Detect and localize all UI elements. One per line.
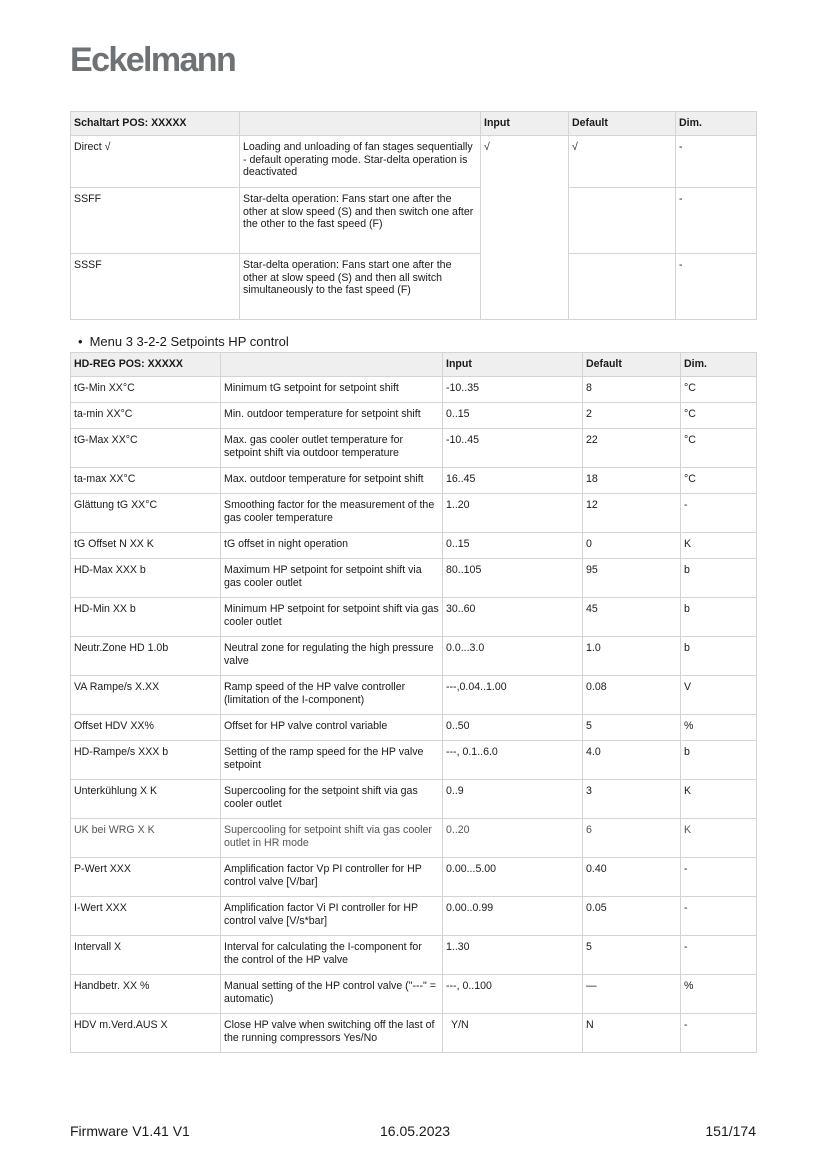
parameter-description: Smoothing factor for the measurement of the gas cooler temperature <box>221 494 443 533</box>
parameter-name: Unterkühlung X K <box>71 780 221 819</box>
parameter-name: HDV m.Verd.AUS X <box>71 1014 221 1053</box>
parameter-description: Interval for calculating the I-component for the control of the HP valve <box>221 936 443 975</box>
parameter-name: HD-Min XX b <box>71 598 221 637</box>
column-header: Default <box>583 353 681 377</box>
menu-heading <box>78 334 289 350</box>
parameter-default: 0 <box>583 533 681 559</box>
table-row <box>71 468 757 494</box>
parameter-description: Manual setting of the HP control valve ("---" = automatic) <box>221 975 443 1014</box>
column-header: Input <box>481 112 569 136</box>
parameter-name: Offset HDV XX% <box>71 715 221 741</box>
table-row <box>71 741 757 780</box>
parameter-default: √ <box>569 136 676 188</box>
parameter-dimension: b <box>681 598 757 637</box>
parameter-dimension: V <box>681 676 757 715</box>
eckelmann-logo: Eckelmann <box>70 41 236 79</box>
parameter-name: tG-Max XX°C <box>71 429 221 468</box>
table-row <box>71 188 757 254</box>
parameter-description: Max. gas cooler outlet temperature for setpoint shift via outdoor temperature <box>221 429 443 468</box>
parameter-input: ---, 0.1..6.0 <box>443 741 583 780</box>
parameter-description: Supercooling for setpoint shift via gas cooler outlet in HR mode <box>221 819 443 858</box>
parameter-input: 0..50 <box>443 715 583 741</box>
parameter-dimension: - <box>681 897 757 936</box>
parameter-description: Loading and unloading of fan stages sequentially - default operating mode. Star-delta operation is deactivated <box>240 136 481 188</box>
parameter-default: 5 <box>583 715 681 741</box>
parameter-name: VA Rampe/s X.XX <box>71 676 221 715</box>
parameter-dimension: b <box>681 741 757 780</box>
parameter-dimension: - <box>681 1014 757 1053</box>
parameter-input: 80..105 <box>443 559 583 598</box>
parameter-default: 0.08 <box>583 676 681 715</box>
column-header: Dim. <box>681 353 757 377</box>
parameter-default: 6 <box>583 819 681 858</box>
parameter-name: UK bei WRG X K <box>71 819 221 858</box>
table-row <box>71 975 757 1014</box>
parameter-description: Maximum HP setpoint for setpoint shift via gas cooler outlet <box>221 559 443 598</box>
parameter-default: 0.40 <box>583 858 681 897</box>
parameter-default: 95 <box>583 559 681 598</box>
table-row <box>71 403 757 429</box>
parameter-dimension: K <box>681 780 757 819</box>
switch-mode-table <box>70 111 757 320</box>
parameter-name: SSFF <box>71 188 240 254</box>
table-row <box>71 780 757 819</box>
table-header-row <box>71 353 757 377</box>
parameter-default: 18 <box>583 468 681 494</box>
parameter-dimension: % <box>681 715 757 741</box>
parameter-dimension: - <box>676 188 757 254</box>
column-header: Input <box>443 353 583 377</box>
footer-page-number: 151/174 <box>705 1123 756 1139</box>
table-row <box>71 936 757 975</box>
parameter-default: 22 <box>583 429 681 468</box>
parameter-input: 0..15 <box>443 533 583 559</box>
column-header <box>240 112 481 136</box>
parameter-name: Direct √ <box>71 136 240 188</box>
parameter-description: Ramp speed of the HP valve controller (limitation of the I-component) <box>221 676 443 715</box>
table-row <box>71 598 757 637</box>
parameter-default: 12 <box>583 494 681 533</box>
footer-firmware: Firmware V1.41 V1 <box>70 1123 190 1139</box>
parameter-name: P-Wert XXX <box>71 858 221 897</box>
table-row <box>71 429 757 468</box>
parameter-name: SSSF <box>71 254 240 320</box>
table-row <box>71 637 757 676</box>
parameter-dimension: - <box>676 136 757 188</box>
parameter-dimension: % <box>681 975 757 1014</box>
parameter-input: 0.00...5.00 <box>443 858 583 897</box>
parameter-dimension: - <box>681 858 757 897</box>
column-header: Dim. <box>676 112 757 136</box>
parameter-default: 2 <box>583 403 681 429</box>
parameter-input: ---,0.04..1.00 <box>443 676 583 715</box>
bullet-icon: • <box>78 334 83 349</box>
parameter-description: Min. outdoor temperature for setpoint shift <box>221 403 443 429</box>
parameter-name: HD-Rampe/s XXX b <box>71 741 221 780</box>
parameter-name: Handbetr. XX % <box>71 975 221 1014</box>
parameter-input: 0..9 <box>443 780 583 819</box>
parameter-default <box>569 188 676 254</box>
parameter-dimension: K <box>681 533 757 559</box>
parameter-name: tG-Min XX°C <box>71 377 221 403</box>
parameter-description: Setting of the ramp speed for the HP valve setpoint <box>221 741 443 780</box>
column-header: Schaltart POS: XXXXX <box>71 112 240 136</box>
table-row <box>71 559 757 598</box>
parameter-default: — <box>583 975 681 1014</box>
parameter-dimension: - <box>676 254 757 320</box>
table-row <box>71 819 757 858</box>
parameter-description: Offset for HP valve control variable <box>221 715 443 741</box>
parameter-description: Supercooling for the setpoint shift via gas cooler outlet <box>221 780 443 819</box>
parameter-default: N <box>583 1014 681 1053</box>
table-row <box>71 136 757 188</box>
parameter-dimension: °C <box>681 377 757 403</box>
table-row <box>71 494 757 533</box>
parameter-input: √ <box>481 136 569 320</box>
parameter-dimension: b <box>681 559 757 598</box>
parameter-input: 1..30 <box>443 936 583 975</box>
parameter-description: Close HP valve when switching off the last of the running compressors Yes/No <box>221 1014 443 1053</box>
parameter-input: 0..15 <box>443 403 583 429</box>
parameter-input: Y/N <box>443 1014 583 1053</box>
parameter-name: ta-max XX°C <box>71 468 221 494</box>
table-header-row <box>71 112 757 136</box>
parameter-description: Minimum HP setpoint for setpoint shift via gas cooler outlet <box>221 598 443 637</box>
parameter-dimension: °C <box>681 403 757 429</box>
parameter-description: Max. outdoor temperature for setpoint shift <box>221 468 443 494</box>
parameter-name: Glättung tG XX°C <box>71 494 221 533</box>
parameter-dimension: K <box>681 819 757 858</box>
parameter-default: 5 <box>583 936 681 975</box>
parameter-description: Amplification factor Vp PI controller for HP control valve [V/bar] <box>221 858 443 897</box>
parameter-input: 0.00..0.99 <box>443 897 583 936</box>
parameter-description: Star-delta operation: Fans start one after the other at slow speed (S) and then all switch simultaneously to the fast speed (F) <box>240 254 481 320</box>
hp-control-setpoints-table <box>70 352 757 1053</box>
parameter-description: Star-delta operation: Fans start one after the other at slow speed (S) and then switch one after the other to the fast speed (F) <box>240 188 481 254</box>
column-header: Default <box>569 112 676 136</box>
column-header: HD-REG POS: XXXXX <box>71 353 221 377</box>
parameter-name: Intervall X <box>71 936 221 975</box>
parameter-default: 3 <box>583 780 681 819</box>
parameter-default: 0.05 <box>583 897 681 936</box>
parameter-input: 0..20 <box>443 819 583 858</box>
parameter-default: 45 <box>583 598 681 637</box>
parameter-dimension: b <box>681 637 757 676</box>
parameter-dimension: °C <box>681 429 757 468</box>
table-row <box>71 533 757 559</box>
menu-heading-text: Menu 3 3-2-2 Setpoints HP control <box>89 334 289 349</box>
table-row <box>71 254 757 320</box>
parameter-description: tG offset in night operation <box>221 533 443 559</box>
parameter-name: I-Wert XXX <box>71 897 221 936</box>
parameter-dimension: - <box>681 936 757 975</box>
parameter-name: tG Offset N XX K <box>71 533 221 559</box>
parameter-description: Minimum tG setpoint for setpoint shift <box>221 377 443 403</box>
parameter-name: Neutr.Zone HD 1.0b <box>71 637 221 676</box>
footer-date: 16.05.2023 <box>380 1123 451 1139</box>
parameter-description: Amplification factor Vi PI controller for HP control valve [V/s*bar] <box>221 897 443 936</box>
parameter-dimension: - <box>681 494 757 533</box>
parameter-input: ---, 0..100 <box>443 975 583 1014</box>
table-row <box>71 1014 757 1053</box>
parameter-name: HD-Max XXX b <box>71 559 221 598</box>
parameter-dimension: °C <box>681 468 757 494</box>
parameter-default: 8 <box>583 377 681 403</box>
table-row <box>71 897 757 936</box>
parameter-input: -10..35 <box>443 377 583 403</box>
parameter-input: 30..60 <box>443 598 583 637</box>
parameter-name: ta-min XX°C <box>71 403 221 429</box>
table-row <box>71 858 757 897</box>
parameter-default: 1.0 <box>583 637 681 676</box>
parameter-input: 1..20 <box>443 494 583 533</box>
parameter-default <box>569 254 676 320</box>
table-row <box>71 676 757 715</box>
parameter-input: 16..45 <box>443 468 583 494</box>
parameter-description: Neutral zone for regulating the high pressure valve <box>221 637 443 676</box>
parameter-input: -10..45 <box>443 429 583 468</box>
parameter-default: 4.0 <box>583 741 681 780</box>
column-header <box>221 353 443 377</box>
parameter-input: 0.0...3.0 <box>443 637 583 676</box>
table-row <box>71 377 757 403</box>
table-row <box>71 715 757 741</box>
